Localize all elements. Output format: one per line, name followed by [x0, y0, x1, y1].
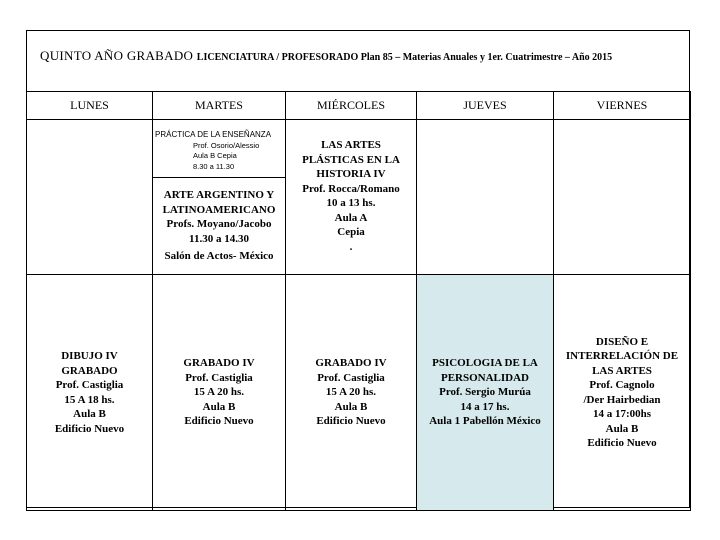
- class-professor: Prof. Castiglia: [55, 379, 124, 391]
- class-time: 11.30 a 14.30: [189, 232, 249, 245]
- class-building: Edificio Nuevo: [316, 415, 386, 428]
- class-professor: Prof. Castiglia: [185, 371, 253, 384]
- class-time: 15 A 20 hs.: [193, 386, 245, 399]
- class-time: 14 a 17:00hs: [592, 408, 652, 420]
- class-time: 8.30 a 11.30: [193, 161, 235, 171]
- class-title: GRABADO IV: [315, 357, 387, 370]
- cell-jueves-afternoon: [417, 275, 554, 511]
- class-title-cont: LATINOAMERICANO: [162, 203, 276, 216]
- class-title: DIBUJO IV: [61, 350, 118, 362]
- class-professor-cont: /Der Hairbedian: [583, 393, 661, 406]
- class-room: Salón de Actos- México: [164, 250, 274, 262]
- cell-jueves-morning: [417, 120, 554, 275]
- cell-viernes-afternoon: [554, 275, 691, 511]
- class-room: Aula B: [605, 422, 639, 435]
- day-header-viernes: VIERNES: [554, 92, 691, 120]
- cell-martes-afternoon: [153, 275, 286, 511]
- class-title: PRÁCTICA DE LA ENSEÑANZA: [155, 130, 272, 139]
- class-time: 15 A 20 hs.: [325, 386, 377, 399]
- schedule-table: [26, 91, 691, 511]
- class-title: LAS ARTES: [321, 139, 381, 151]
- class-building: Edificio Nuevo: [184, 415, 254, 428]
- class-title-cont: HISTORIA IV: [316, 168, 386, 180]
- class-building: Cepia: [337, 226, 365, 238]
- class-arte-argentino: [153, 188, 285, 274]
- cell-lunes-morning: [27, 120, 153, 275]
- cell-miercoles-afternoon: [286, 275, 417, 511]
- class-room: Aula B Cepia: [193, 151, 237, 160]
- class-title-cont: LAS ARTES: [592, 364, 652, 377]
- class-professor: Profs. Moyano/Jacobo: [166, 218, 272, 230]
- class-building: Edificio Nuevo: [587, 437, 657, 449]
- class-professor: Prof. Sergio Murúa: [439, 386, 531, 399]
- class-room: Aula A: [334, 211, 368, 224]
- class-time: 14 a 17 hs.: [460, 400, 510, 413]
- class-title-cont: GRABADO: [61, 364, 118, 377]
- schedule-row-morning: [27, 120, 691, 275]
- class-room: Aula B: [73, 408, 106, 420]
- class-room: Aula B: [334, 400, 368, 413]
- class-title: ARTE ARGENTINO Y: [163, 189, 275, 201]
- title-detail: LICENCIATURA / PROFESORADO Plan 85 – Materias Anuales y 1er. Cuatrimestre – Año 2015: [196, 52, 613, 63]
- class-title-cont: PLÁSTICAS EN LA: [302, 153, 400, 166]
- class-professor: Prof. Rocca/Romano: [302, 182, 400, 195]
- cell-lunes-afternoon: [27, 275, 153, 511]
- class-room: Aula B: [202, 400, 236, 413]
- class-title: DISEÑO E: [595, 335, 649, 348]
- cell-martes-morning: [153, 120, 286, 275]
- class-professor: Prof. Castiglia: [317, 371, 385, 384]
- day-header-jueves: JUEVES: [417, 92, 554, 120]
- cell-miercoles-morning: [286, 120, 417, 275]
- class-title: PSICOLOGIA DE LA: [432, 357, 538, 370]
- class-title-cont: INTERRELACIÓN DE: [565, 350, 679, 362]
- day-header-lunes: LUNES: [27, 92, 153, 120]
- day-header-row: [27, 92, 691, 120]
- class-professor: Prof. Cagnolo: [589, 379, 655, 391]
- schedule-row-afternoon: [27, 275, 691, 511]
- class-practica-ensenanza: [153, 120, 285, 178]
- class-title: GRABADO IV: [183, 357, 255, 370]
- title-main: QUINTO AÑO GRABADO: [40, 48, 197, 63]
- class-time: 10 a 13 hs.: [326, 197, 376, 209]
- cell-viernes-morning: [554, 120, 691, 275]
- class-room: Aula 1 Pabellón México: [429, 415, 541, 428]
- class-professor: Prof. Osorio/Alessio: [193, 140, 260, 150]
- class-title-cont: PERSONALIDAD: [440, 371, 529, 384]
- page-title: [40, 47, 690, 65]
- day-header-martes: MARTES: [153, 92, 286, 120]
- day-header-miercoles: MIÉRCOLES: [286, 92, 417, 120]
- class-note: .: [349, 240, 353, 253]
- class-building: Edificio Nuevo: [54, 422, 125, 435]
- class-time: 15 A 18 hs.: [64, 393, 115, 406]
